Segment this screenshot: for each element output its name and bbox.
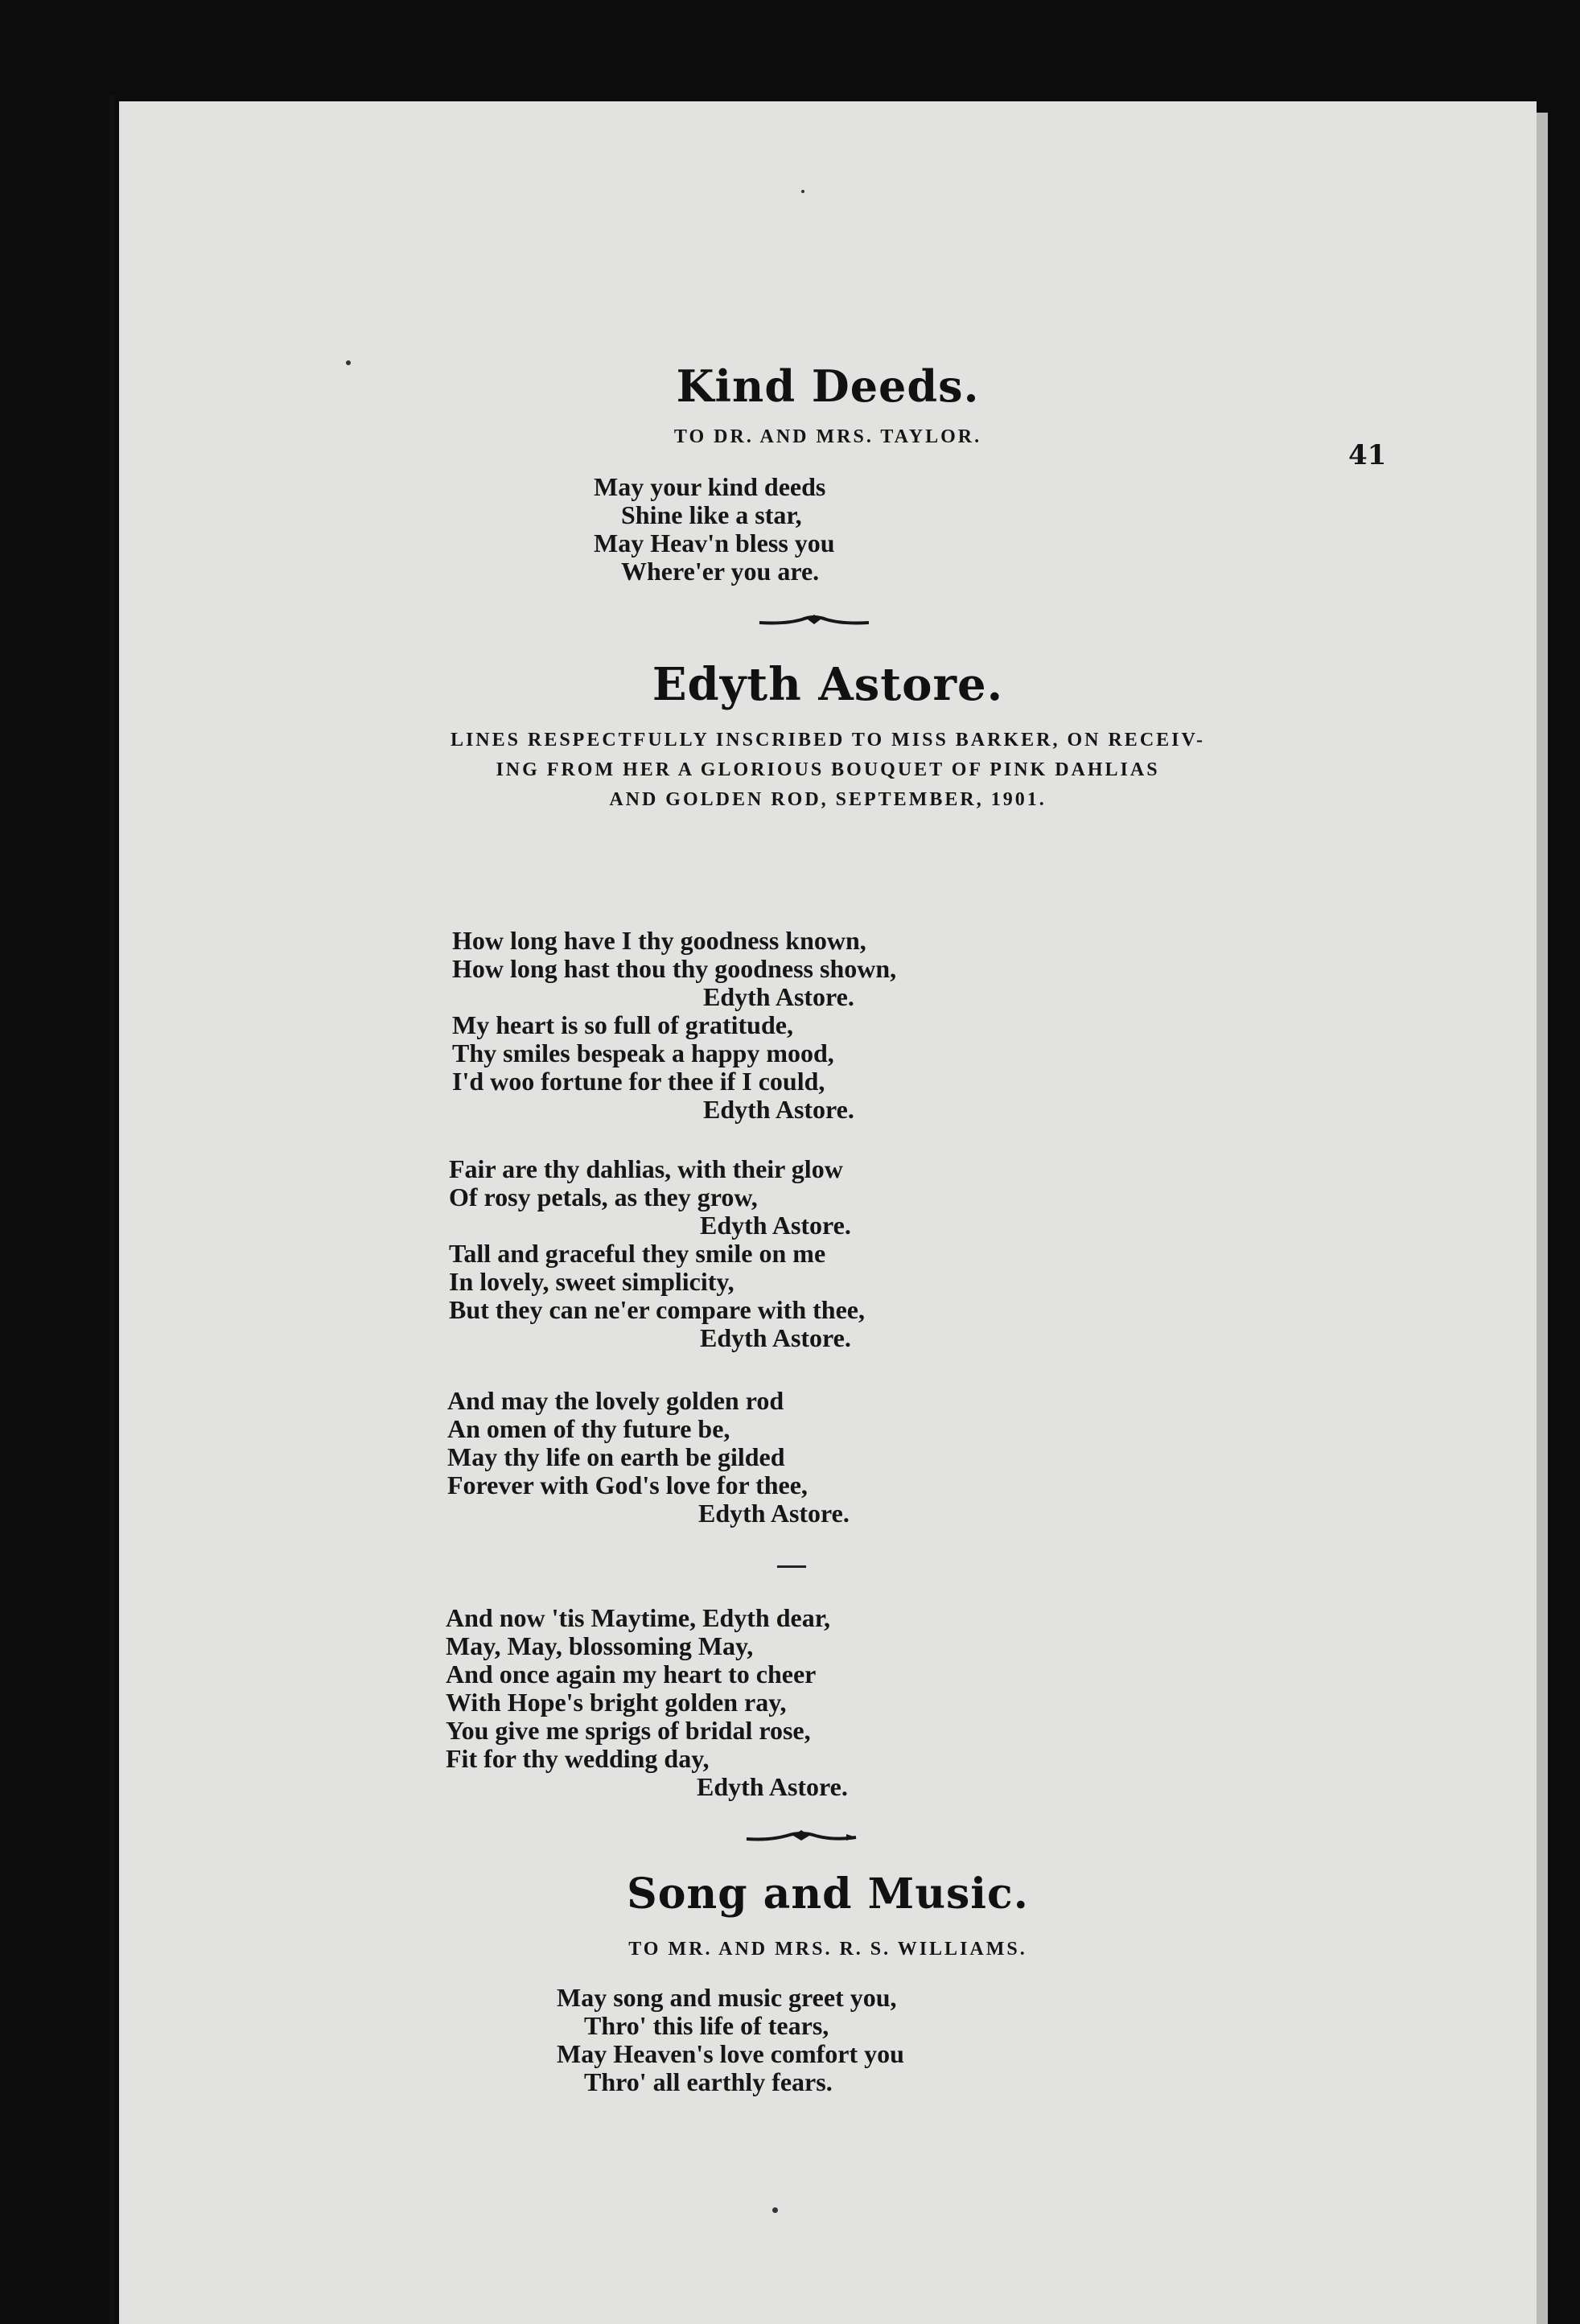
verse-line: Edyth Astore. bbox=[698, 1499, 850, 1528]
verse-line: An omen of thy future be, bbox=[447, 1414, 730, 1443]
poem-stanza-2 bbox=[449, 1155, 865, 1352]
book-page bbox=[119, 101, 1537, 2324]
verse-line: How long have I thy goodness known, bbox=[452, 926, 866, 955]
verse-line: Fair are thy dahlias, with their glow bbox=[449, 1154, 843, 1183]
verse-line: With Hope's bright golden ray, bbox=[446, 1688, 787, 1717]
poem-dedication-kind-deeds: TO DR. AND MRS. TAYLOR. bbox=[673, 426, 982, 447]
verse-line: How long hast thou thy goodness shown, bbox=[452, 954, 897, 983]
verse-line: In lovely, sweet simplicity, bbox=[449, 1267, 734, 1296]
verse-line: Edyth Astore. bbox=[700, 1211, 851, 1240]
verse-line: My heart is so full of gratitude, bbox=[452, 1010, 793, 1039]
verse-line: Thy smiles bespeak a happy mood, bbox=[452, 1039, 834, 1067]
verse-line: May Heaven's love comfort you bbox=[557, 2039, 904, 2068]
paper-speck bbox=[346, 360, 351, 365]
verse-line: And once again my heart to cheer bbox=[446, 1660, 817, 1688]
verse-line: Shine like a star, bbox=[621, 500, 802, 529]
verse-line: Fit for thy wedding day, bbox=[446, 1744, 710, 1773]
verse-line: May song and music greet you, bbox=[557, 1983, 897, 2012]
verse-line: Edyth Astore. bbox=[700, 1323, 851, 1352]
binding-rule bbox=[109, 95, 114, 2324]
paper-speck bbox=[772, 2207, 778, 2213]
poem-stanza-1 bbox=[452, 927, 896, 1124]
poem-stanza-4 bbox=[446, 1604, 848, 1801]
verse-line: Of rosy petals, as they grow, bbox=[449, 1183, 758, 1211]
verse-line: Edyth Astore. bbox=[703, 982, 854, 1011]
verse-line: Edyth Astore. bbox=[703, 1095, 854, 1124]
page-number: 41 bbox=[1348, 439, 1387, 471]
verse-line: And now 'tis Maytime, Edyth dear, bbox=[446, 1603, 830, 1632]
poem-verse-song-and-music bbox=[557, 1984, 904, 2096]
verse-line: Edyth Astore. bbox=[697, 1772, 848, 1801]
paper-speck bbox=[801, 190, 804, 193]
verse-line: Thro' all earthly fears. bbox=[584, 2067, 833, 2096]
section-divider-ornament bbox=[758, 613, 870, 632]
dedication-line: AND GOLDEN ROD, SEPTEMBER, 1901. bbox=[609, 789, 1047, 810]
verse-line: You give me sprigs of bridal rose, bbox=[446, 1716, 811, 1745]
verse-line: May your kind deeds bbox=[594, 472, 826, 501]
verse-line: May, May, blossoming May, bbox=[446, 1631, 754, 1660]
poem-stanza-3 bbox=[447, 1387, 850, 1528]
verse-line: May thy life on earth be gilded bbox=[447, 1442, 785, 1471]
poem-title-edyth-astore: Edyth Astore. bbox=[652, 658, 1004, 711]
verse-line: Thro' this life of tears, bbox=[584, 2011, 829, 2040]
poem-dedication-edyth-astore bbox=[119, 726, 1537, 815]
poem-title-kind-deeds: Kind Deeds. bbox=[676, 360, 980, 412]
verse-line: May Heav'n bless you bbox=[594, 529, 835, 557]
verse-line: Forever with God's love for thee, bbox=[447, 1470, 808, 1499]
verse-line: But they can ne'er compare with thee, bbox=[449, 1295, 865, 1324]
poem-verse-kind-deeds bbox=[594, 473, 835, 586]
verse-line: And may the lovely golden rod bbox=[447, 1386, 784, 1415]
page-edge bbox=[1537, 113, 1548, 2324]
section-divider-ornament bbox=[745, 1828, 858, 1847]
dedication-line: ING FROM HER A GLORIOUS BOUQUET OF PINK DAHLIAS bbox=[496, 759, 1160, 780]
stanza-separator bbox=[777, 1565, 806, 1568]
poem-title-song-and-music: Song and Music. bbox=[627, 1869, 1029, 1919]
verse-line: Where'er you are. bbox=[621, 557, 820, 586]
verse-line: Tall and graceful they smile on me bbox=[449, 1239, 826, 1268]
verse-line: I'd woo fortune for thee if I could, bbox=[452, 1067, 825, 1096]
poem-dedication-song-and-music: TO MR. AND MRS. R. S. WILLIAMS. bbox=[628, 1939, 1027, 1960]
dedication-line: LINES RESPECTFULLY INSCRIBED TO MISS BARKER, ON RECEIV- bbox=[450, 730, 1206, 751]
